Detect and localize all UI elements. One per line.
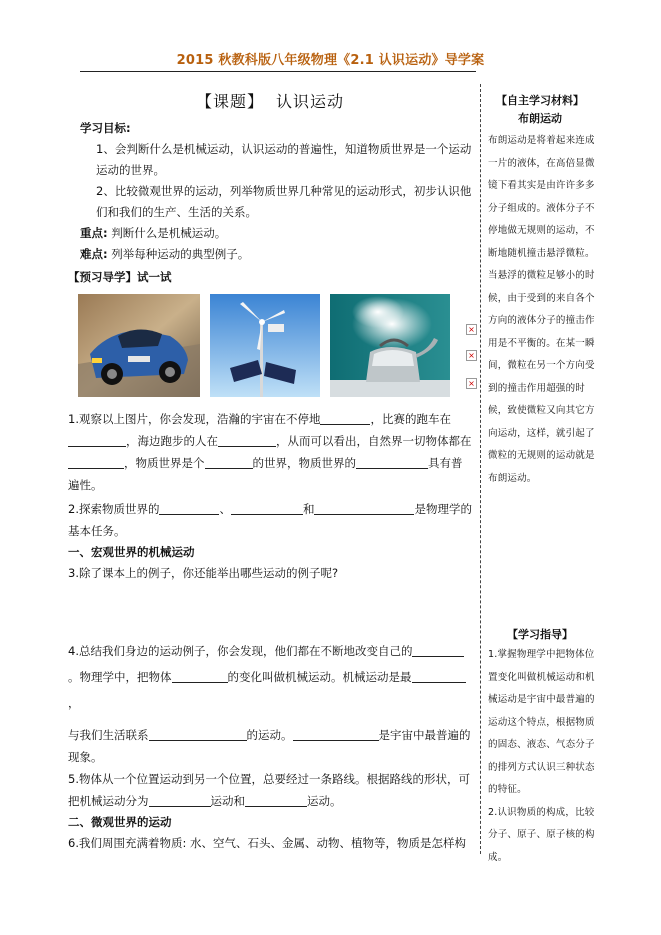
- q1-text-4: ，从而可以看出，自然界一切物体都在: [276, 434, 472, 448]
- answer-space-q3[interactable]: [68, 584, 472, 638]
- guide-item-1: 1.掌握物理学中把物体位置变化叫做机械运动和机械运动是宇宙中最普遍的运动这个特点，根据物质的固态、液态、气态分子的排列方式认识三种状态的特征。: [488, 649, 595, 795]
- lesson-topic: 认识运动: [276, 92, 345, 111]
- q2-blank-2[interactable]: [231, 501, 303, 515]
- header-divider: [80, 71, 476, 72]
- rally-car-image: [78, 294, 200, 397]
- question-4: [68, 638, 472, 716]
- difficulty-label: 难点:: [80, 247, 108, 261]
- q1-blank-6[interactable]: [356, 455, 428, 469]
- question-1: [68, 408, 472, 496]
- question-6: 6.我们周围充满着物质: 水、空气、石头、金属、动物、植物等，物质是怎样构: [68, 836, 466, 850]
- guide-heading: 【学习指导】: [507, 628, 573, 641]
- q1-blank-5[interactable]: [205, 455, 253, 469]
- q4-text-4: ，: [68, 696, 80, 710]
- q5-blank-1[interactable]: [149, 793, 211, 807]
- q1-text-3: ，海边跑步的人在: [126, 434, 218, 448]
- goal-item-2: 2、比较微观世界的运动，列举物质世界几种常见的运动形式，初步认识他们和我们的生产、生活的关系。: [96, 184, 472, 219]
- image-strip: [68, 294, 475, 400]
- guide-item-2: 2.认识物质的构成，比较分子、原子、原子核的构成。: [488, 806, 595, 863]
- q2-text-1: 2.探索物质世界的: [68, 502, 160, 516]
- q4-text-5: 与我们生活联系: [68, 728, 149, 742]
- lesson-title: [68, 90, 472, 114]
- q5-blank-2[interactable]: [245, 793, 307, 807]
- q4-text-3: 的变化叫做机械运动。机械运动是最: [227, 670, 412, 684]
- section-1-heading: 一、宏观世界的机械运动: [68, 545, 195, 559]
- sidebar-material: [484, 92, 596, 490]
- q2-blank-1[interactable]: [159, 501, 219, 515]
- material-heading: 【自主学习材料】: [496, 94, 584, 107]
- q1-text-2: ，比赛的跑车在: [370, 412, 451, 426]
- q1-blank-2[interactable]: [68, 433, 126, 447]
- key-point-label: 重点:: [80, 226, 108, 240]
- goals-label: 学习目标:: [80, 121, 131, 135]
- wind-turbine-image: [210, 294, 320, 397]
- q1-text-5: ，物质世界是个: [124, 456, 205, 470]
- q1-blank-3[interactable]: [218, 433, 276, 447]
- document-header-title: 2015 秋教科版八年级物理《2.1 认识运动》导学案: [176, 53, 485, 68]
- material-text: 布朗运动是将着起来连成一片的液体，在高倍显微镜下看其实是由许许多多分子组成的。液体分子不停地做无规则的运动，不断地随机撞击悬浮微粒。当悬浮的微粒足够小的时候，由于受到的来自各个方向的液体分子的撞击作用是不平衡的。在某一瞬间，微粒在另一个方向受到的撞击作用超强的时候，致使微粒又向其它方向运动，这样，就引起了微粒的无规则的运动就是布朗运动。: [488, 135, 595, 484]
- q4-blank-3[interactable]: [412, 669, 466, 683]
- q1-blank-1[interactable]: [320, 411, 370, 425]
- q4-blank-2[interactable]: [172, 669, 228, 683]
- lesson-bracket-label: 【课题】: [195, 92, 264, 111]
- broken-image-icon: ×: [466, 350, 477, 361]
- difficulty-text: 列举每种运动的典型例子。: [111, 247, 250, 261]
- question-3: 3.除了课本上的例子，你还能举出哪些运动的例子呢?: [68, 566, 339, 580]
- q2-blank-3[interactable]: [314, 501, 414, 515]
- key-point-text: 判断什么是机械运动。: [111, 226, 227, 240]
- column-divider: [480, 84, 481, 854]
- q5-text-1: 5.物体从一个位置运动到另一个位置，总要经过一条路线。根据路线的形状，可把机械运动分为: [68, 772, 470, 808]
- q4-blank-4[interactable]: [149, 727, 247, 741]
- q1-blank-4[interactable]: [68, 455, 124, 469]
- q2-text-3: 和: [302, 502, 315, 516]
- goal-item-1: 1、会判断什么是机械运动，认识运动的普遍性，知道物质世界是一个运动运动的世界。: [96, 142, 472, 177]
- q4-blank-1[interactable]: [412, 643, 464, 657]
- q4-text-2: 。物理学中，把物体: [68, 670, 172, 684]
- q5-text-3: 运动。: [307, 794, 342, 808]
- q1-text-1: 1.观察以上图片，你会发现，浩瀚的宇宙在不停地: [68, 412, 321, 426]
- question-4-continued: [68, 724, 472, 768]
- difficulty-line: [68, 244, 472, 265]
- q1-text-6: 的世界，物质世界的: [252, 456, 356, 470]
- material-title: 布朗运动: [518, 112, 562, 125]
- rally-car-photo: [78, 294, 200, 397]
- question-2: [68, 498, 472, 542]
- section-2-heading: 二、微观世界的运动: [68, 815, 172, 829]
- preview-heading: 【预习导学】试一试: [68, 270, 172, 284]
- q2-text-4: 是物理学的基本任务。: [68, 502, 472, 538]
- q4-blank-5[interactable]: [293, 727, 379, 741]
- kettle-steam-photo: [330, 294, 450, 397]
- kettle-steam-image: [330, 294, 450, 397]
- broken-image-icon: ×: [466, 378, 477, 389]
- q5-text-2: 运动和: [210, 794, 245, 808]
- wind-turbine-photo: [210, 294, 320, 397]
- question-5: [68, 768, 472, 812]
- sidebar-guide: [484, 626, 596, 869]
- q4-text-6: 的运动。: [246, 728, 293, 742]
- q1-text-7: 具有普遍性。: [68, 456, 463, 492]
- broken-image-icon: ×: [466, 324, 477, 335]
- key-point-line: [68, 223, 472, 244]
- q4-text-7: 是宇宙中最普遍的现象。: [68, 728, 471, 764]
- q2-text-2: 、: [219, 502, 231, 516]
- q4-text-1: 4.总结我们身边的运动例子，你会发现，他们都在不断地改变自己的: [68, 644, 413, 658]
- main-column: [68, 90, 475, 854]
